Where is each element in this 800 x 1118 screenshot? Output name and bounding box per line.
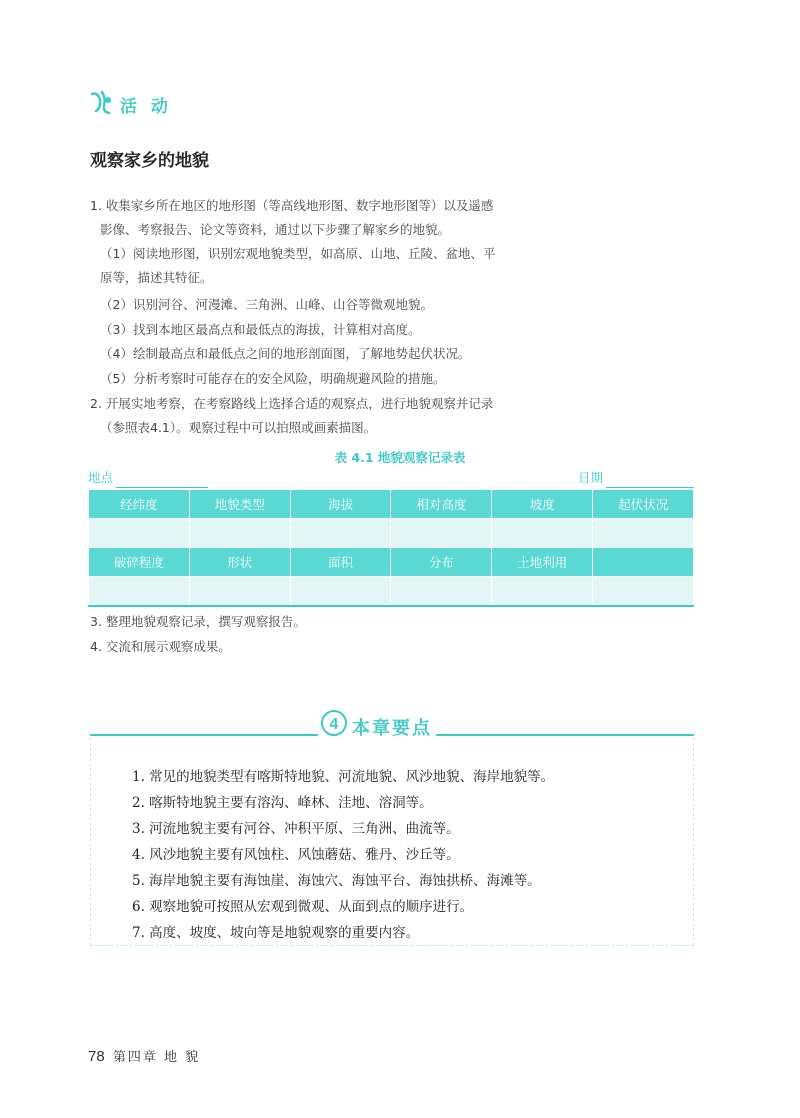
substep-5: （5）分析考察时可能存在的安全风险，明确规避风险的措施。 bbox=[100, 371, 446, 386]
table-cell bbox=[492, 577, 593, 607]
activity-label: 活 动 bbox=[120, 97, 172, 117]
header-cell bbox=[593, 548, 694, 577]
table-meta-row bbox=[88, 466, 694, 488]
summary-item: 1. 常见的地貌类型有喀斯特地貌、河流地貌、风沙地貌、海岸地貌等。 bbox=[132, 769, 555, 785]
header-cell: 坡度 bbox=[492, 490, 593, 519]
header-cell: 土地利用 bbox=[492, 548, 593, 577]
table-cell bbox=[593, 577, 694, 607]
step-2-line-2: （参照表4.1）。观察过程中可以拍照或画素描图。 bbox=[100, 420, 377, 435]
summary-item: 2. 喀斯特地貌主要有溶沟、峰林、洼地、溶洞等。 bbox=[132, 795, 433, 811]
table-header-row bbox=[89, 490, 694, 519]
activity-icon bbox=[88, 88, 116, 116]
header-cell: 形状 bbox=[189, 548, 290, 577]
summary-item: 3. 河流地貌主要有河谷、冲积平原、三角洲、曲流等。 bbox=[132, 821, 460, 837]
chapter-number: 4 bbox=[329, 716, 339, 733]
table-caption: 表 4.1 地貌观察记录表 bbox=[334, 450, 466, 465]
header-cell: 面积 bbox=[290, 548, 391, 577]
summary-item: 4. 风沙地貌主要有风蚀柱、风蚀蘑菇、雅丹、沙丘等。 bbox=[132, 847, 460, 863]
header-cell: 经纬度 bbox=[89, 490, 190, 519]
table-cell bbox=[391, 519, 492, 548]
header-cell: 分布 bbox=[391, 548, 492, 577]
table-cell bbox=[89, 519, 190, 548]
summary-item: 6. 观察地貌可按照从宏观到微观、从面到点的顺序进行。 bbox=[132, 899, 474, 915]
step-4: 4. 交流和展示观察成果。 bbox=[90, 639, 231, 654]
activity-title: 观察家乡的地貌 bbox=[90, 151, 209, 171]
page-footer bbox=[88, 1046, 200, 1065]
substep-1-line-1: （1）阅读地形图，识别宏观地貌类型，如高原、山地、丘陵、盆地、平 bbox=[100, 246, 496, 261]
chapter-title: 第四章 地 貌 bbox=[112, 1050, 201, 1065]
header-cell: 破碎程度 bbox=[89, 548, 190, 577]
step-1-line-2: 影像、考察报告、论文等资料，通过以下步骤了解家乡的地貌。 bbox=[100, 222, 451, 237]
summary-title: 本章要点 bbox=[352, 718, 432, 739]
step-2-line-1: 2. 开展实地考察，在考察路线上选择合适的观察点，进行地貌观察并记录 bbox=[90, 396, 494, 411]
header-cell: 相对高度 bbox=[391, 490, 492, 519]
place-underline bbox=[116, 487, 208, 488]
step-1-line-1: 1. 收集家乡所在地区的地形图（等高线地形图、数字地形图等）以及遥感 bbox=[90, 198, 494, 213]
table-cell bbox=[593, 519, 694, 548]
header-cell: 海拔 bbox=[290, 490, 391, 519]
table-cell bbox=[290, 577, 391, 607]
table-cell bbox=[189, 577, 290, 607]
summary-rule-left bbox=[90, 734, 318, 736]
substep-2: （2）识别河谷、河漫滩、三角洲、山峰、山谷等微观地貌。 bbox=[100, 297, 433, 312]
header-cell: 地貌类型 bbox=[189, 490, 290, 519]
summary-item: 7. 高度、坡度、坡向等是地貌观察的重要内容。 bbox=[132, 925, 420, 941]
substep-3: （3）找到本地区最高点和最低点的海拔，计算相对高度。 bbox=[100, 322, 421, 337]
table-cell bbox=[290, 519, 391, 548]
summary-rule-right bbox=[436, 734, 694, 736]
table-cell bbox=[89, 577, 190, 607]
table-header-row bbox=[89, 548, 694, 577]
place-label: 地点 bbox=[88, 470, 114, 485]
substep-1-line-2: 原等，描述其特征。 bbox=[100, 270, 213, 285]
summary-item: 5. 海岸地貌主要有海蚀崖、海蚀穴、海蚀平台、海蚀拱桥、海滩等。 bbox=[132, 873, 541, 889]
substep-4: （4）绘制最高点和最低点之间的地形剖面图，了解地势起伏状况。 bbox=[100, 346, 471, 361]
table-cell bbox=[492, 519, 593, 548]
step-3: 3. 整理地貌观察记录，撰写观察报告。 bbox=[90, 614, 306, 629]
header-cell: 起伏状况 bbox=[593, 490, 694, 519]
page-number: 78 bbox=[88, 1048, 105, 1065]
table-row bbox=[89, 519, 694, 548]
date-underline bbox=[606, 487, 694, 488]
observation-table bbox=[88, 489, 694, 607]
table-row bbox=[89, 577, 694, 607]
date-label: 日期 bbox=[578, 470, 604, 485]
table-cell bbox=[189, 519, 290, 548]
chapter-number-badge bbox=[320, 709, 348, 737]
table-cell bbox=[391, 577, 492, 607]
